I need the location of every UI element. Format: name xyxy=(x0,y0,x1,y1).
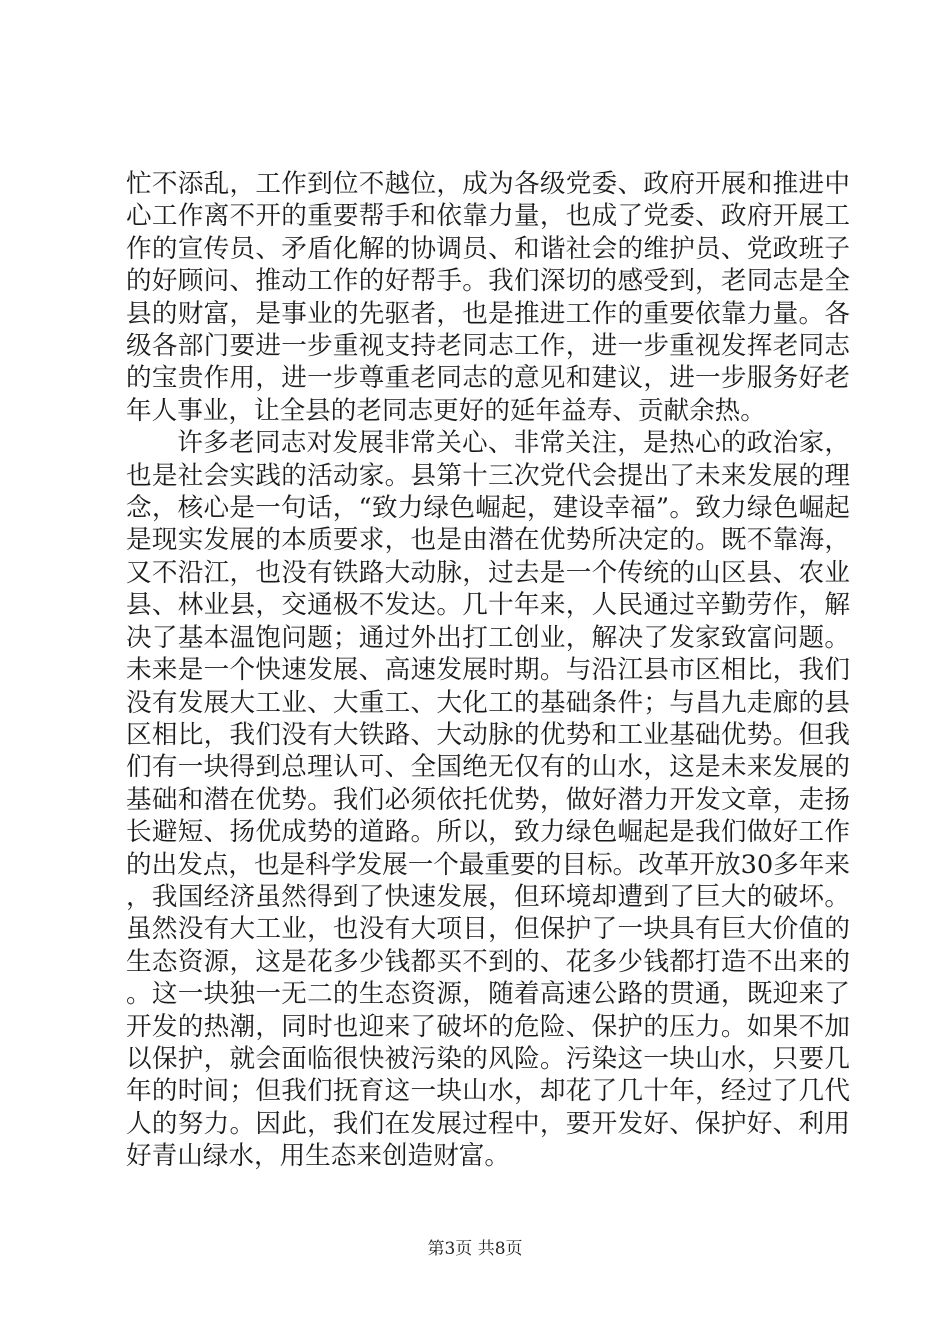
body-text xyxy=(126,168,850,1173)
page-number-footer: 第3页 共8页 xyxy=(427,1239,523,1259)
paragraph-continued: 忙不添乱，工作到位不越位，成为各级党委、政府开展和推进中心工作离不开的重要帮手和依靠力量，也成了党委、政府开展工作的宣传员、矛盾化解的协调员、和谐社会的维护员、党政班子的好顾问、推动工作的好帮手。我们深切的感受到，老同志是全县的财富，是事业的先驱者，也是推进工作的重要依靠力量。各级各部门要进一步重视支持老同志工作，进一步重视发挥老同志的宝贵作用，进一步尊重老同志的意见和建议，进一步服务好老年人事业，让全县的老同志更好的延年益寿、贡献余热。 xyxy=(126,169,850,426)
paragraph: 许多老同志对发展非常关心、非常关注，是热心的政治家，也是社会实践的活动家。县第十三次党代会提出了未来发展的理念，核心是一句话，“致力绿色崛起，建设幸福”。致力绿色崛起是现实发展的本质要求，也是由潜在优势所决定的。既不靠海，又不沿江，也没有铁路大动脉，过去是一个传统的山区县、农业县、林业县，交通极不发达。几十年来，人民通过辛勤劳作，解决了基本温饱问题；通过外出打工创业，解决了发家致富问题。未来是一个快速发展、高速发展时期。与沿江县市区相比，我们没有发展大工业、大重工、大化工的基础条件；与昌九走廊的县区相比，我们没有大铁路、大动脉的优势和工业基础优势。但我们有一块得到总理认可、全国绝无仅有的山水，这是未来发展的基础和潜在优势。我们必须依托优势，做好潜力开发文章，走扬长避短、扬优成势的道路。所以，致力绿色崛起是我们做好工作的出发点，也是科学发展一个最重要的目标。改革开放30多年来，我国经济虽然得到了快速发展，但环境却遭到了巨大的破坏。虽然没有大工业，也没有大项目，但保护了一块具有巨大价值的生态资源，这是花多少钱都买不到的、花多少钱都打造不出来的。这一块独一无二的生态资源，随着高速公路的贯通，既迎来了开发的热潮，同时也迎来了破坏的危险、保护的压力。如果不加以保护，就会面临很快被污染的风险。污染这一块山水，只要几年的时间；但我们抚育这一块山水，却花了几十年，经过了几代人的努力。因此，我们在发展过程中，要开发好、保护好、利用好青山绿水，用生态来创造财富。 xyxy=(126,428,850,1172)
